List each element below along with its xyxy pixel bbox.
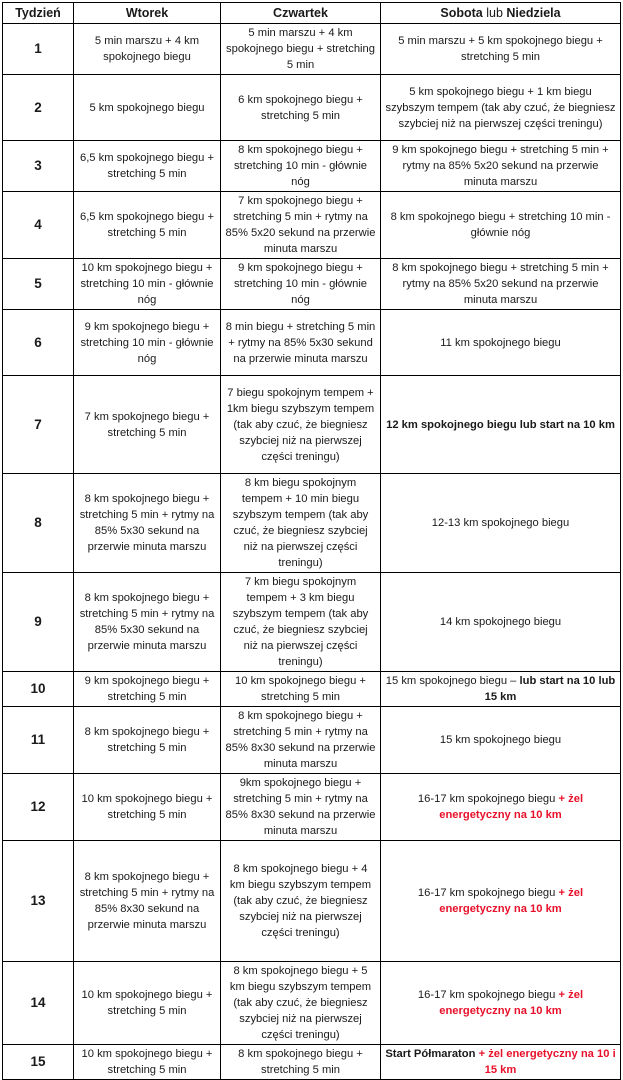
header-sunday: Niedziela	[506, 6, 561, 20]
tuesday-cell: 10 km spokojnego biegu + stretching 10 min - głównie nóg	[74, 259, 221, 310]
weekend-cell: 14 km spokojnego biegu	[381, 573, 621, 672]
thursday-cell: 10 km spokojnego biegu + stretching 5 min	[221, 672, 381, 707]
weekend-cell: 8 km spokojnego biegu + stretching 10 min - głównie nóg	[381, 192, 621, 259]
training-plan-table	[2, 2, 621, 1080]
table-row	[3, 1045, 621, 1080]
thursday-cell: 7 km spokojnego biegu + stretching 5 min + rytmy na 85% 5x20 sekund na przerwie minuta marszu	[221, 192, 381, 259]
tuesday-cell: 8 km spokojnego biegu + stretching 5 min + rytmy na 85% 5x30 sekund na przerwie minuta marszu	[74, 573, 221, 672]
table-row	[3, 259, 621, 310]
weekend-cell: 5 km spokojnego biegu + 1 km biegu szybszym tempem (tak aby czuć, że biegniesz szybciej niż na pierwszej części treningu)	[381, 75, 621, 141]
table-row	[3, 376, 621, 474]
tuesday-cell: 5 min marszu + 4 km spokojnego biegu	[74, 24, 221, 75]
thursday-cell: 8 min biegu + stretching 5 min + rytmy na 85% 5x30 sekund na przerwie minuta marszu	[221, 310, 381, 376]
tuesday-cell: 10 km spokojnego biegu + stretching 5 min	[74, 1045, 221, 1080]
week-number: 14	[3, 962, 74, 1045]
header-weekend	[381, 3, 621, 24]
tuesday-cell: 6,5 km spokojnego biegu + stretching 5 min	[74, 192, 221, 259]
weekend-cell: 12 km spokojnego biegu lub start na 10 km	[381, 376, 621, 474]
week-number: 12	[3, 774, 74, 841]
weekend-cell: 11 km spokojnego biegu	[381, 310, 621, 376]
tuesday-cell: 5 km spokojnego biegu	[74, 75, 221, 141]
week-number: 4	[3, 192, 74, 259]
energy-gel-note: + żel energetyczny na 10 km	[439, 793, 584, 821]
thursday-cell: 9 km spokojnego biegu + stretching 10 min - głównie nóg	[221, 259, 381, 310]
tuesday-cell: 9 km spokojnego biegu + stretching 5 min	[74, 672, 221, 707]
table-row	[3, 141, 621, 192]
week-number: 15	[3, 1045, 74, 1080]
week-number: 13	[3, 841, 74, 962]
header-thursday: Czwartek	[221, 3, 381, 24]
tuesday-cell: 7 km spokojnego biegu + stretching 5 min	[74, 376, 221, 474]
header-row	[3, 3, 621, 24]
weekend-cell	[381, 1045, 621, 1080]
tuesday-cell: 8 km spokojnego biegu + stretching 5 min + rytmy na 85% 5x30 sekund na przerwie minuta marszu	[74, 474, 221, 573]
thursday-cell: 8 km biegu spokojnym tempem + 10 min biegu szybszym tempem (tak aby czuć, że biegniesz szybciej niż na pierwszej części treningu)	[221, 474, 381, 573]
thursday-cell: 8 km spokojnego biegu + stretching 5 min + rytmy na 85% 8x30 sekund na przerwie minuta marszu	[221, 707, 381, 774]
week-number: 9	[3, 573, 74, 672]
weekend-cell: 8 km spokojnego biegu + stretching 5 min + rytmy na 85% 5x20 sekund na przerwie minuta marszu	[381, 259, 621, 310]
tuesday-cell: 8 km spokojnego biegu + stretching 5 min + rytmy na 85% 8x30 sekund na przerwie minuta marszu	[74, 841, 221, 962]
thursday-cell: 8 km spokojnego biegu + stretching 5 min	[221, 1045, 381, 1080]
table-row	[3, 841, 621, 962]
weekend-cell	[381, 962, 621, 1045]
table-row	[3, 573, 621, 672]
week-number: 8	[3, 474, 74, 573]
weekend-text: 15 km spokojnego biegu –	[385, 675, 520, 687]
thursday-cell: 8 km spokojnego biegu + stretching 10 min - głównie nóg	[221, 141, 381, 192]
week-number: 2	[3, 75, 74, 141]
weekend-cell	[381, 672, 621, 707]
half-marathon-start: Start Półmaraton	[385, 1048, 479, 1060]
tuesday-cell: 9 km spokojnego biegu + stretching 10 min - głównie nóg	[74, 310, 221, 376]
weekend-text: 16-17 km spokojnego biegu	[417, 989, 559, 1001]
energy-gel-note: + żel energetyczny na 10 km	[439, 989, 584, 1017]
thursday-cell: 7 biegu spokojnym tempem + 1km biegu szybszym tempem (tak aby czuć, że biegniesz szybciej niż na pierwszej części treningu)	[221, 376, 381, 474]
table-row	[3, 774, 621, 841]
week-number: 1	[3, 24, 74, 75]
header-or: lub	[486, 6, 503, 20]
table-row	[3, 24, 621, 75]
week-number: 7	[3, 376, 74, 474]
thursday-cell: 9km spokojnego biegu + stretching 5 min + rytmy na 85% 8x30 sekund na przerwie minuta marszu	[221, 774, 381, 841]
tuesday-cell: 6,5 km spokojnego biegu + stretching 5 min	[74, 141, 221, 192]
energy-gel-note: + żel energetyczny na 10 i 15 km	[478, 1048, 616, 1076]
tuesday-cell: 10 km spokojnego biegu + stretching 5 min	[74, 962, 221, 1045]
weekend-cell: 5 min marszu + 5 km spokojnego biegu + stretching 5 min	[381, 24, 621, 75]
thursday-cell: 6 km spokojnego biegu + stretching 5 min	[221, 75, 381, 141]
table-row	[3, 707, 621, 774]
header-tuesday: Wtorek	[74, 3, 221, 24]
thursday-cell: 8 km spokojnego biegu + 4 km biegu szybszym tempem (tak aby czuć, że biegniesz szybciej niż na pierwszej części treningu)	[221, 841, 381, 962]
header-saturday: Sobota	[440, 6, 483, 20]
table-row	[3, 75, 621, 141]
header-week: Tydzień	[3, 3, 74, 24]
thursday-cell: 5 min marszu + 4 km spokojnego biegu + stretching 5 min	[221, 24, 381, 75]
week-number: 3	[3, 141, 74, 192]
week-number: 6	[3, 310, 74, 376]
weekend-cell: 9 km spokojnego biegu + stretching 5 min + rytmy na 85% 5x20 sekund na przerwie minuta marszu	[381, 141, 621, 192]
tuesday-cell: 10 km spokojnego biegu + stretching 5 min	[74, 774, 221, 841]
table-row	[3, 672, 621, 707]
table-row	[3, 474, 621, 573]
week-number: 10	[3, 672, 74, 707]
weekend-cell	[381, 841, 621, 962]
weekend-text: 16-17 km spokojnego biegu	[417, 887, 559, 899]
weekend-cell: 15 km spokojnego biegu	[381, 707, 621, 774]
week-number: 5	[3, 259, 74, 310]
table-row	[3, 192, 621, 259]
thursday-cell: 7 km biegu spokojnym tempem + 3 km biegu szybszym tempem (tak aby czuć, że biegniesz szybciej niż na pierwszej części treningu)	[221, 573, 381, 672]
thursday-cell: 8 km spokojnego biegu + 5 km biegu szybszym tempem (tak aby czuć, że biegniesz szybciej niż na pierwszej części treningu)	[221, 962, 381, 1045]
weekend-cell	[381, 774, 621, 841]
energy-gel-note: + żel energetyczny na 10 km	[439, 887, 584, 915]
weekend-race-option: lub start na 10 lub 15 km	[484, 675, 616, 703]
weekend-text: 16-17 km spokojnego biegu	[417, 793, 559, 805]
weekend-cell: 12-13 km spokojnego biegu	[381, 474, 621, 573]
table-row	[3, 310, 621, 376]
table-row	[3, 962, 621, 1045]
week-number: 11	[3, 707, 74, 774]
tuesday-cell: 8 km spokojnego biegu + stretching 5 min	[74, 707, 221, 774]
